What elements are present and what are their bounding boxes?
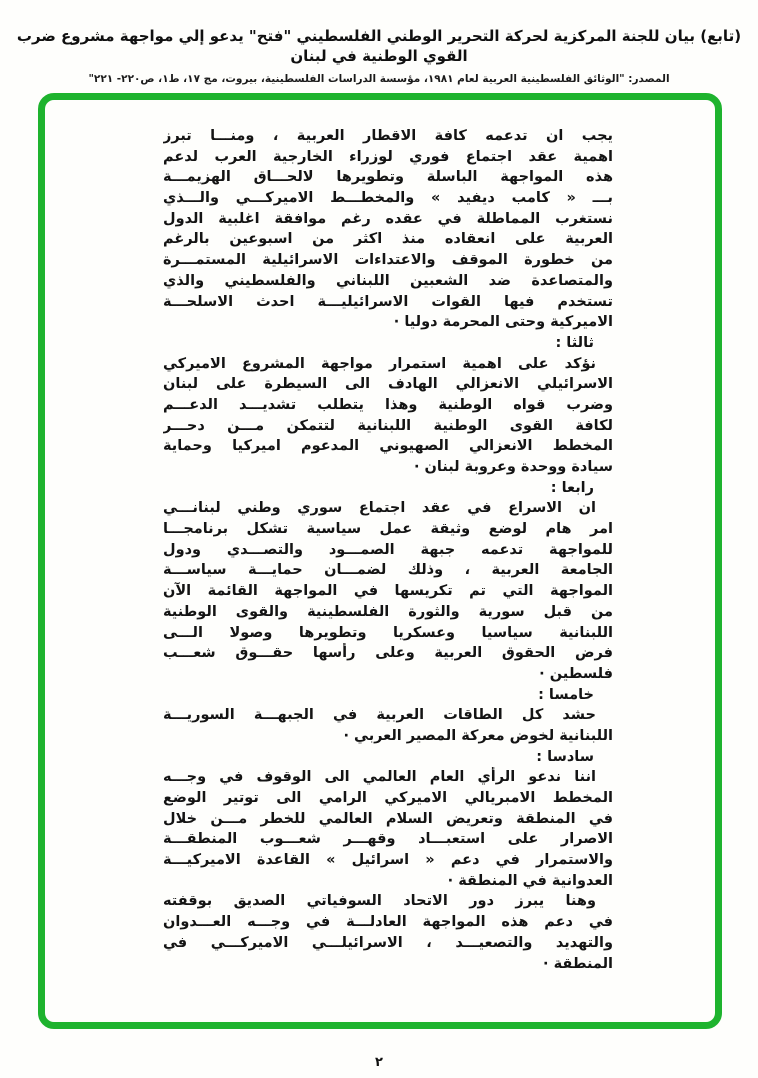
page-number: ٢ (375, 1055, 383, 1070)
text-line: والاستمرار في دعم « اسرائيل » القاعدة الاميركيـــة (163, 852, 613, 869)
document-title: (تابع) بيان للجنة المركزية لحركة التحرير الوطني الفلسطيني "فتح" يدعو إلي مواجهة مشروع ضرب القوي الوطنية في لبنان (16, 27, 742, 65)
text-line: حشد كل الطاقات العربية في الجبهـــة السوريـــة (163, 707, 596, 724)
text-line: اللبنانية لخوض معركة المصير العربي · (343, 727, 613, 744)
text-line: المنطقة · (543, 955, 613, 972)
text-line: الاميركية وحتى المحرمة دوليا · (393, 314, 613, 331)
document-source-line: المصدر: "الوثائق الفلسطينية العربية لعام ١٩٨١، مؤسسة الدراسات الفلسطينية، بيروت، مج ١٧، ط١، ص٢٢٠- ٢٢١" (88, 73, 670, 85)
text-line: العربية على انعقاده منذ اكثر من اسبوعين بالرغم (163, 231, 613, 248)
text-line: تستخدم فيها القوات الاسرائيليـــة احدث الاسلحـــة (163, 293, 613, 310)
text-line: للمواجهة تدعمه جبهة الصمـــود والتصـــدي ودول (163, 541, 613, 558)
section-heading: رابعا : (550, 479, 594, 496)
text-line: العدوانية في المنطقة · (447, 872, 613, 889)
text-line: بـــ « كامب ديفيد » والمخطـــط الاميركـــي والـــذي (163, 190, 613, 207)
text-line: من قبل سورية والثورة الفلسطينية والقوى الوطنية (163, 603, 613, 620)
text-line: والتهديد والتصعيـــد ، الاسرائيلـــي الاميركـــي في (163, 934, 613, 951)
text-line: وهنا يبرز دور الاتحاد السوفياتي الصديق بوقفته (163, 893, 596, 910)
text-line: اللبنانية سياسيا وعسكريا وتطويرها وصولا الـــى (163, 624, 613, 641)
text-line: الجامعة العربية ، وذلك لضمـــان حمايـــة سياســـة (163, 562, 613, 579)
section-heading: ثالثا : (555, 334, 594, 351)
text-line: وضرب قواه الوطنية وهذا يتطلب تشديـــد الدعـــم (163, 396, 613, 413)
text-line: اهمية عقد اجتماع فوري لوزراء الخارجية العرب لدعم (163, 148, 613, 165)
text-line: يجب ان تدعمه كافة الاقطار العربية ، ومنـــا تبرز (163, 128, 613, 144)
text-line: المخطط الامبريالي الاميركي الرامي الى توتير الوضع (163, 790, 613, 806)
text-line: ان الاسراع في عقد اجتماع سوري وطني لبنانـــي (163, 500, 596, 517)
text-line: فلسطين · (539, 665, 613, 682)
text-line: والمتصاعدة ضد الشعبين اللبناني والفلسطيني والذي (163, 272, 613, 289)
text-line: امر هام لوضع وثيقة عمل سياسية تشكل برنامجـــا (163, 521, 613, 538)
text-line: الاصرار على استعبـــاد وقهـــر شعـــوب المنطقـــة (163, 831, 613, 848)
text-line: من خطورة الموقف والاعتداءات الاسرائيلية المستمـــرة (163, 252, 613, 269)
text-line: هذه المواجهة الباسلة وتطويرها لالحـــاق الهزيمـــة (163, 169, 613, 186)
text-line: الاسرائيلي الانعزالي الهادف الى السيطرة على لبنان (163, 376, 613, 393)
text-line: فرض الحقوق العربية وعلى رأسها حقـــوق شعـــب (163, 645, 613, 662)
text-line: نؤكد على اهمية استمرار مواجهة المشروع الاميركي (163, 355, 596, 372)
text-line: المخطط الانعزالي الصهيوني المدعوم اميركيا وحماية (163, 438, 613, 455)
text-line: في المنطقة وتعريض السلام العالمي للخطر مـــن خلال (163, 810, 613, 827)
text-line: المواجهة التي تم تكريسها في المواجهة القائمة الآن (163, 583, 613, 600)
text-line: في دعم هذه المواجهة العادلـــة في وجـــه العـــدوان (163, 914, 613, 931)
section-heading: خامسا : (538, 686, 594, 703)
text-line: اننا ندعو الرأي العام العالمي الى الوقوف في وجـــه (163, 769, 596, 786)
text-line: لكافة القوى الوطنية اللبنانية لتتمكن مـــن دحـــر (163, 417, 613, 434)
section-heading: سادسا : (536, 748, 594, 765)
text-line: سيادة ووحدة وعروبة لبنان · (413, 459, 613, 475)
text-line: نستغرب المماطلة في عقده رغم موافقة اغلبية الدول (163, 210, 613, 227)
text-column (163, 126, 613, 974)
